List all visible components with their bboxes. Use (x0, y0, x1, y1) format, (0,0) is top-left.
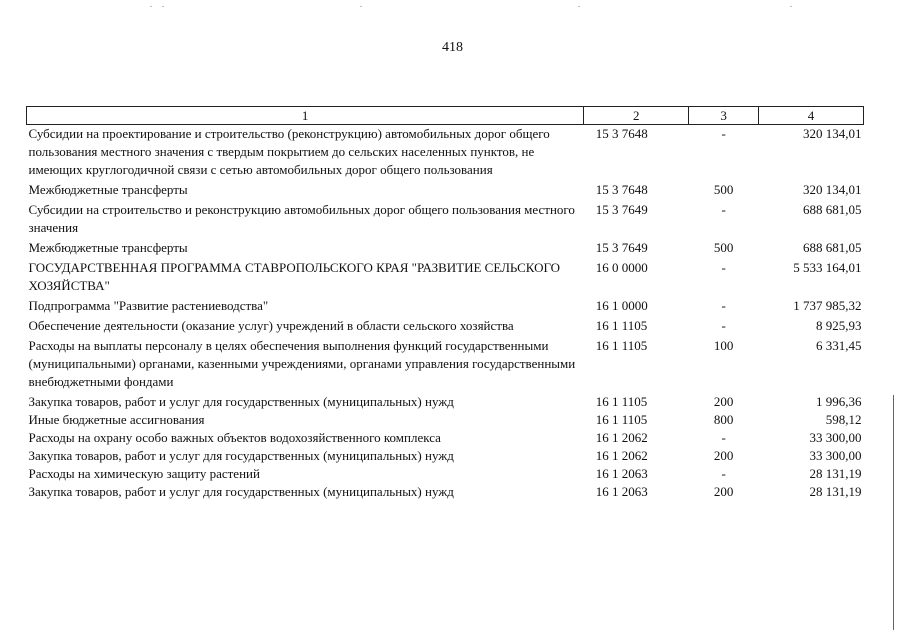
row-name: Обеспечение деятельности (оказание услуг) учреждений в области сельского хозяйства (28, 318, 514, 333)
budget-table (26, 106, 864, 501)
row-type: 800 (713, 412, 734, 427)
row-code: 15 3 7648 (595, 182, 648, 197)
row-name: Межбюджетные трансферты (28, 240, 188, 255)
row-code: 16 1 1105 (595, 318, 648, 333)
header-col-3: 3 (689, 107, 759, 125)
row-code: 15 3 7649 (595, 202, 648, 217)
row-name: Иные бюджетные ассигнования (28, 412, 205, 427)
row-sum: 688 681,05 (803, 202, 862, 217)
table-row (27, 257, 864, 295)
row-name: Расходы на выплаты персоналу в целях обеспечения выполнения функций государственными (муниципальными) органами, казенными учреждениями, органами управления государственными внебюджетными фондами (28, 338, 576, 389)
row-sum: 688 681,05 (803, 240, 862, 255)
row-type: 100 (713, 338, 734, 353)
row-sum: 8 925,93 (816, 318, 862, 333)
table-row (27, 429, 864, 447)
scan-artifact (578, 6, 580, 7)
row-code: 16 1 1105 (595, 394, 648, 409)
row-sum: 320 134,01 (803, 126, 862, 141)
row-sum: 320 134,01 (803, 182, 862, 197)
row-code: 16 0 0000 (595, 260, 648, 275)
row-code: 16 1 0000 (595, 298, 648, 313)
row-sum: 28 131,19 (809, 484, 862, 499)
row-sum: 33 300,00 (809, 448, 862, 463)
row-name: Межбюджетные трансферты (28, 182, 188, 197)
header-col-1: 1 (27, 107, 584, 125)
row-sum: 6 331,45 (816, 338, 862, 353)
row-name: Подпрограмма "Развитие растениеводства" (28, 298, 269, 313)
row-name: Закупка товаров, работ и услуг для государственных (муниципальных) нужд (28, 448, 454, 463)
row-type: - (721, 202, 726, 217)
scan-artifact (162, 6, 164, 7)
table-row (27, 335, 864, 391)
scan-artifact (150, 6, 152, 7)
header-row (27, 107, 864, 125)
row-code: 16 1 2062 (595, 448, 648, 463)
row-name: Расходы на охрану особо важных объектов водохозяйственного комплекса (28, 430, 441, 445)
row-type: 500 (713, 240, 734, 255)
row-sum: 5 533 164,01 (793, 260, 862, 275)
row-name: Расходы на химическую защиту растений (28, 466, 260, 481)
row-name: Закупка товаров, работ и услуг для государственных (муниципальных) нужд (28, 394, 454, 409)
scan-edge-line (893, 395, 894, 630)
row-type: - (721, 260, 726, 275)
row-type: 500 (713, 182, 734, 197)
row-code: 15 3 7648 (595, 126, 648, 141)
row-type: - (721, 430, 726, 445)
table-row (27, 125, 864, 180)
scan-artifact (790, 6, 792, 7)
row-type: - (721, 466, 726, 481)
table-row (27, 237, 864, 257)
row-type: 200 (713, 394, 734, 409)
table-row (27, 391, 864, 411)
row-name: Закупка товаров, работ и услуг для государственных (муниципальных) нужд (28, 484, 454, 499)
scan-artifact (360, 6, 362, 7)
table-row (27, 411, 864, 429)
row-code: 15 3 7649 (595, 240, 648, 255)
page-number: 418 (442, 40, 463, 55)
row-sum: 1 996,36 (816, 394, 862, 409)
header-col-2: 2 (584, 107, 689, 125)
row-type: 200 (713, 448, 734, 463)
row-type: - (721, 318, 726, 333)
row-code: 16 1 2063 (595, 466, 648, 481)
row-code: 16 1 2063 (595, 484, 648, 499)
row-code: 16 1 1105 (595, 412, 648, 427)
row-sum: 598,12 (825, 412, 862, 427)
row-name: ГОСУДАРСТВЕННАЯ ПРОГРАММА СТАВРОПОЛЬСКОГО КРАЯ "РАЗВИТИЕ СЕЛЬСКОГО ХОЗЯЙСТВА" (28, 260, 561, 293)
header-col-4: 4 (759, 107, 864, 125)
table-row (27, 179, 864, 199)
row-sum: 33 300,00 (809, 430, 862, 445)
row-type: - (721, 298, 726, 313)
table-row (27, 447, 864, 465)
row-name: Субсидии на строительство и реконструкцию автомобильных дорог общего пользования местного значения (28, 202, 575, 235)
row-type: - (721, 126, 726, 141)
table-row (27, 295, 864, 315)
row-name: Субсидии на проектирование и строительство (реконструкцию) автомобильных дорог общего пользования местного значения с твердым покрытием до сельских населенных пунктов, не имеющих круглогодичной связи с сетью автомобильных дорог общего пользования (28, 126, 550, 177)
table-row (27, 199, 864, 237)
row-sum: 1 737 985,32 (793, 298, 862, 313)
row-code: 16 1 2062 (595, 430, 648, 445)
row-sum: 28 131,19 (809, 466, 862, 481)
row-code: 16 1 1105 (595, 338, 648, 353)
table-row (27, 315, 864, 335)
table-row (27, 465, 864, 483)
row-type: 200 (713, 484, 734, 499)
table-row (27, 483, 864, 501)
